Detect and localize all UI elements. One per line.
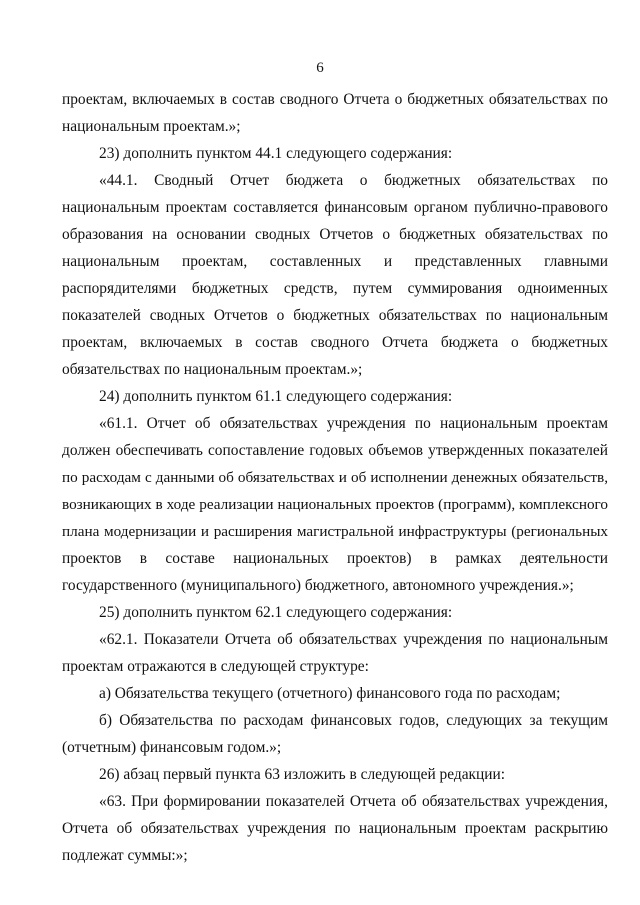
page-number: 6 [316,60,324,76]
text-line: б) Обязательства по расходам финансовых годов, следующих за текущим [99,712,608,729]
text-line: «63. При формировании показателей Отчета об обязательствах учреждения, [99,793,608,810]
text-line: «44.1. Сводный Отчет бюджета о бюджетных обязательствах по [99,172,608,189]
text-line: возникающих в ходе реализации национальных проектов (программ), комплексного [62,496,608,513]
text-line: проектов в составе национальных проектов) в рамках деятельности [62,550,608,567]
text-line: 26) абзац первый пункта 63 изложить в следующей редакции: [99,766,506,783]
text-line: подлежат суммы:»; [62,847,188,864]
text-line: распорядителями бюджетных средств, путем суммирования одноименных [62,280,608,297]
text-line: государственного (муниципального) бюджетного, автономного учреждения.»; [62,577,574,594]
text-line: Отчета об обязательствах учреждения по национальным проектам раскрытию [62,820,608,837]
text-line: проектам, включаемых в состав сводного Отчета бюджета о бюджетных [62,334,608,351]
text-line: показателей сводных Отчетов о бюджетных обязательствах по национальным [62,307,608,324]
text-line: 25) дополнить пунктом 62.1 следующего содержания: [99,604,453,621]
text-line: а) Обязательства текущего (отчетного) финансового года по расходам; [99,685,561,702]
text-line: 24) дополнить пунктом 61.1 следующего содержания: [99,388,453,405]
text-line: «62.1. Показатели Отчета об обязательствах учреждения по национальным [99,631,608,648]
text-line: плана модернизации и расширения магистральной инфраструктуры (региональных [62,523,608,540]
text-line: образования на основании сводных Отчетов о бюджетных обязательствах по [62,226,608,243]
text-line: национальным проектам, составленных и представленных главными [62,253,608,270]
text-line: 23) дополнить пунктом 44.1 следующего содержания: [99,145,453,162]
text-line: национальным проектам составляется финансовым органом публично-правового [62,199,608,216]
text-line: проектам отражаются в следующей структуре: [62,658,369,675]
text-line: должен обеспечивать сопоставление годовых объемов утвержденных показателей [62,442,608,459]
text-line: национальным проектам.»; [62,118,241,135]
text-line: проектам, включаемых в состав сводного Отчета о бюджетных обязательствах по [62,91,608,108]
text-line: (отчетным) финансовым годом.»; [62,739,282,756]
text-line: по расходам с данными об обязательствах и об исполнении денежных обязательств, [62,469,608,486]
text-line: «61.1. Отчет об обязательствах учреждения по национальным проектам [99,415,608,432]
text-line: обязательствах по национальным проектам.»; [62,361,363,378]
